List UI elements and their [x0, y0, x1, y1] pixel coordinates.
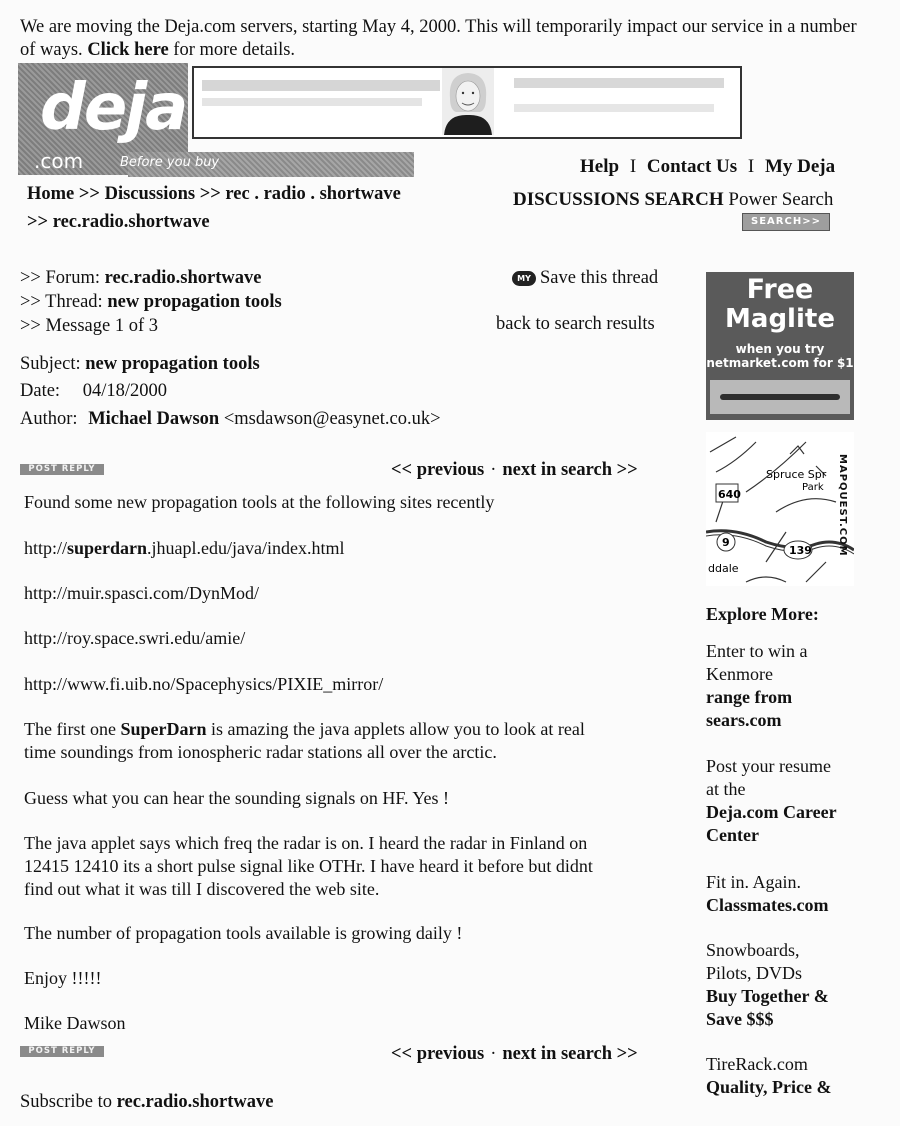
- author-email: <msdawson@easynet.co.uk>: [223, 409, 441, 429]
- map-road-label: 139: [789, 544, 812, 557]
- explore-more-heading: Explore More:: [706, 604, 819, 624]
- notice-click-here-link[interactable]: Click here: [87, 40, 169, 60]
- map-town: ddale: [708, 562, 739, 575]
- map-road-label: 9: [722, 536, 730, 549]
- banner-faded-text: [514, 104, 714, 112]
- date-label: Date:: [20, 381, 61, 401]
- subject-label: Subject:: [20, 354, 81, 374]
- forum-line: [20, 268, 261, 289]
- promo-tirerack[interactable]: TireRack.com Quality, Price &: [706, 1054, 832, 1097]
- banner-woman-photo: [442, 68, 494, 135]
- next-in-search-link[interactable]: next in search >>: [502, 460, 638, 480]
- forum-link[interactable]: rec.radio.shortwave: [104, 268, 262, 288]
- date-line: [20, 381, 167, 402]
- next-in-search-link[interactable]: next in search >>: [502, 1044, 638, 1064]
- body-url: http://www.fi.uib.no/Spacephysics/PIXIE_mirror/: [24, 674, 384, 694]
- nav-separator: I: [747, 156, 755, 177]
- body-url: http://superdarn.jhuapl.edu/java/index.html: [24, 538, 345, 558]
- forum-prefix: >> Forum:: [20, 268, 100, 288]
- banner-faded-text: [514, 78, 724, 88]
- author-link[interactable]: Michael Dawson: [88, 409, 220, 429]
- body-paragraph: The first one SuperDarn is amazing the java applets allow you to look at real time soundings from ionospheric radar stations all over the arctic.: [24, 719, 585, 762]
- map-road-label: 640: [718, 488, 741, 501]
- ad-subtext: when you try netmarket.com for $1: [706, 342, 854, 370]
- save-thread-label: Save this thread: [540, 268, 659, 288]
- date-value: 04/18/2000: [82, 381, 167, 401]
- body-url: http://roy.space.swri.edu/amie/: [24, 628, 246, 648]
- promo-buy-together[interactable]: Snowboards, Pilots, DVDs Buy Together & Save $$$: [706, 940, 829, 1029]
- subscribe-group-link[interactable]: rec.radio.shortwave: [116, 1092, 274, 1112]
- subscribe-label: Subscribe to: [20, 1092, 112, 1112]
- search-button[interactable]: SEARCH>>: [742, 213, 830, 231]
- contact-us-link[interactable]: Contact Us: [646, 156, 738, 177]
- ad-headline: Maglite: [725, 304, 835, 334]
- back-to-search-results-link[interactable]: back to search results: [496, 314, 655, 334]
- nav-separator: I: [629, 156, 637, 177]
- body-url: http://muir.spasci.com/DynMod/: [24, 583, 259, 603]
- previous-link[interactable]: << previous: [391, 460, 485, 480]
- save-thread-link[interactable]: [512, 268, 658, 289]
- promo-classmates[interactable]: Fit in. Again. Classmates.com: [706, 872, 829, 915]
- breadcrumb-forum[interactable]: >> rec.radio.shortwave: [27, 212, 210, 232]
- maglite-ad[interactable]: [706, 272, 854, 420]
- banner-faded-text: [202, 80, 440, 91]
- thread-link[interactable]: new propagation tools: [107, 292, 282, 312]
- promo-career-center[interactable]: Post your resume at the Deja.com Career Center: [706, 756, 837, 845]
- map-place: Park: [802, 482, 824, 493]
- notice-text: We are moving the Deja.com servers, starting May 4, 2000. This will temporarily impact our service in a number of ways.: [20, 17, 857, 60]
- breadcrumb[interactable]: Home >> Discussions >> rec . radio . shortwave: [27, 184, 401, 204]
- author-label: Author:: [20, 409, 78, 429]
- mapquest-label: MAPQUEST.COM: [837, 454, 848, 557]
- logo-dotcom: .com: [34, 149, 84, 173]
- pager-dot: ·: [490, 460, 497, 480]
- message-pager: [391, 460, 638, 481]
- flashlight-icon: [710, 380, 850, 414]
- top-nav: [580, 156, 835, 178]
- body-paragraph: Guess what you can hear the sounding signals on HF. Yes !: [24, 788, 450, 808]
- logo-tagline: Before you buy: [120, 155, 220, 170]
- mapquest-map[interactable]: [706, 432, 854, 586]
- logo-wordmark: deja: [40, 71, 187, 145]
- message-count: >> Message 1 of 3: [20, 316, 159, 336]
- body-paragraph: The java applet says which freq the radar is on. I heard the radar in Finland on 12415 12410 its a short pulse signal like OTHr. I have heard it before but didnt find out what it was till I discovered the web site.: [24, 833, 593, 899]
- power-search-link[interactable]: Power Search: [728, 189, 834, 210]
- help-link[interactable]: Help: [580, 156, 620, 177]
- subject-value: new propagation tools: [85, 354, 260, 374]
- thread-line: [20, 292, 282, 313]
- body-paragraph: The number of propagation tools available is growing daily !: [24, 923, 463, 943]
- discussions-search: [513, 189, 833, 211]
- map-place: Spruce Spr: [766, 468, 827, 481]
- banner-faded-text: [202, 98, 422, 106]
- discussions-search-link[interactable]: DISCUSSIONS SEARCH: [513, 189, 724, 210]
- body-paragraph: Found some new propagation tools at the following sites recently: [24, 492, 495, 512]
- thread-prefix: >> Thread:: [20, 292, 103, 312]
- post-reply-button[interactable]: POST REPLY: [20, 464, 104, 475]
- message-pager-bottom: [391, 1044, 638, 1065]
- body-paragraph: Enjoy !!!!!: [24, 968, 102, 988]
- previous-link[interactable]: << previous: [391, 1044, 485, 1064]
- ad-headline: Free: [746, 274, 814, 305]
- subject-line: [20, 354, 260, 375]
- my-badge-icon: MY: [512, 271, 536, 286]
- banner-ad[interactable]: [192, 66, 742, 139]
- post-reply-button-bottom[interactable]: POST REPLY: [20, 1046, 104, 1057]
- promo-sears[interactable]: Enter to win a Kenmore range from sears.com: [706, 641, 808, 730]
- author-line: [20, 409, 441, 430]
- notice-text-after: for more details.: [173, 40, 296, 60]
- signature: Mike Dawson: [24, 1013, 126, 1033]
- pager-dot: ·: [490, 1044, 497, 1064]
- subscribe-line: [20, 1092, 273, 1113]
- server-move-notice: [20, 16, 870, 62]
- my-deja-link[interactable]: My Deja: [764, 156, 836, 177]
